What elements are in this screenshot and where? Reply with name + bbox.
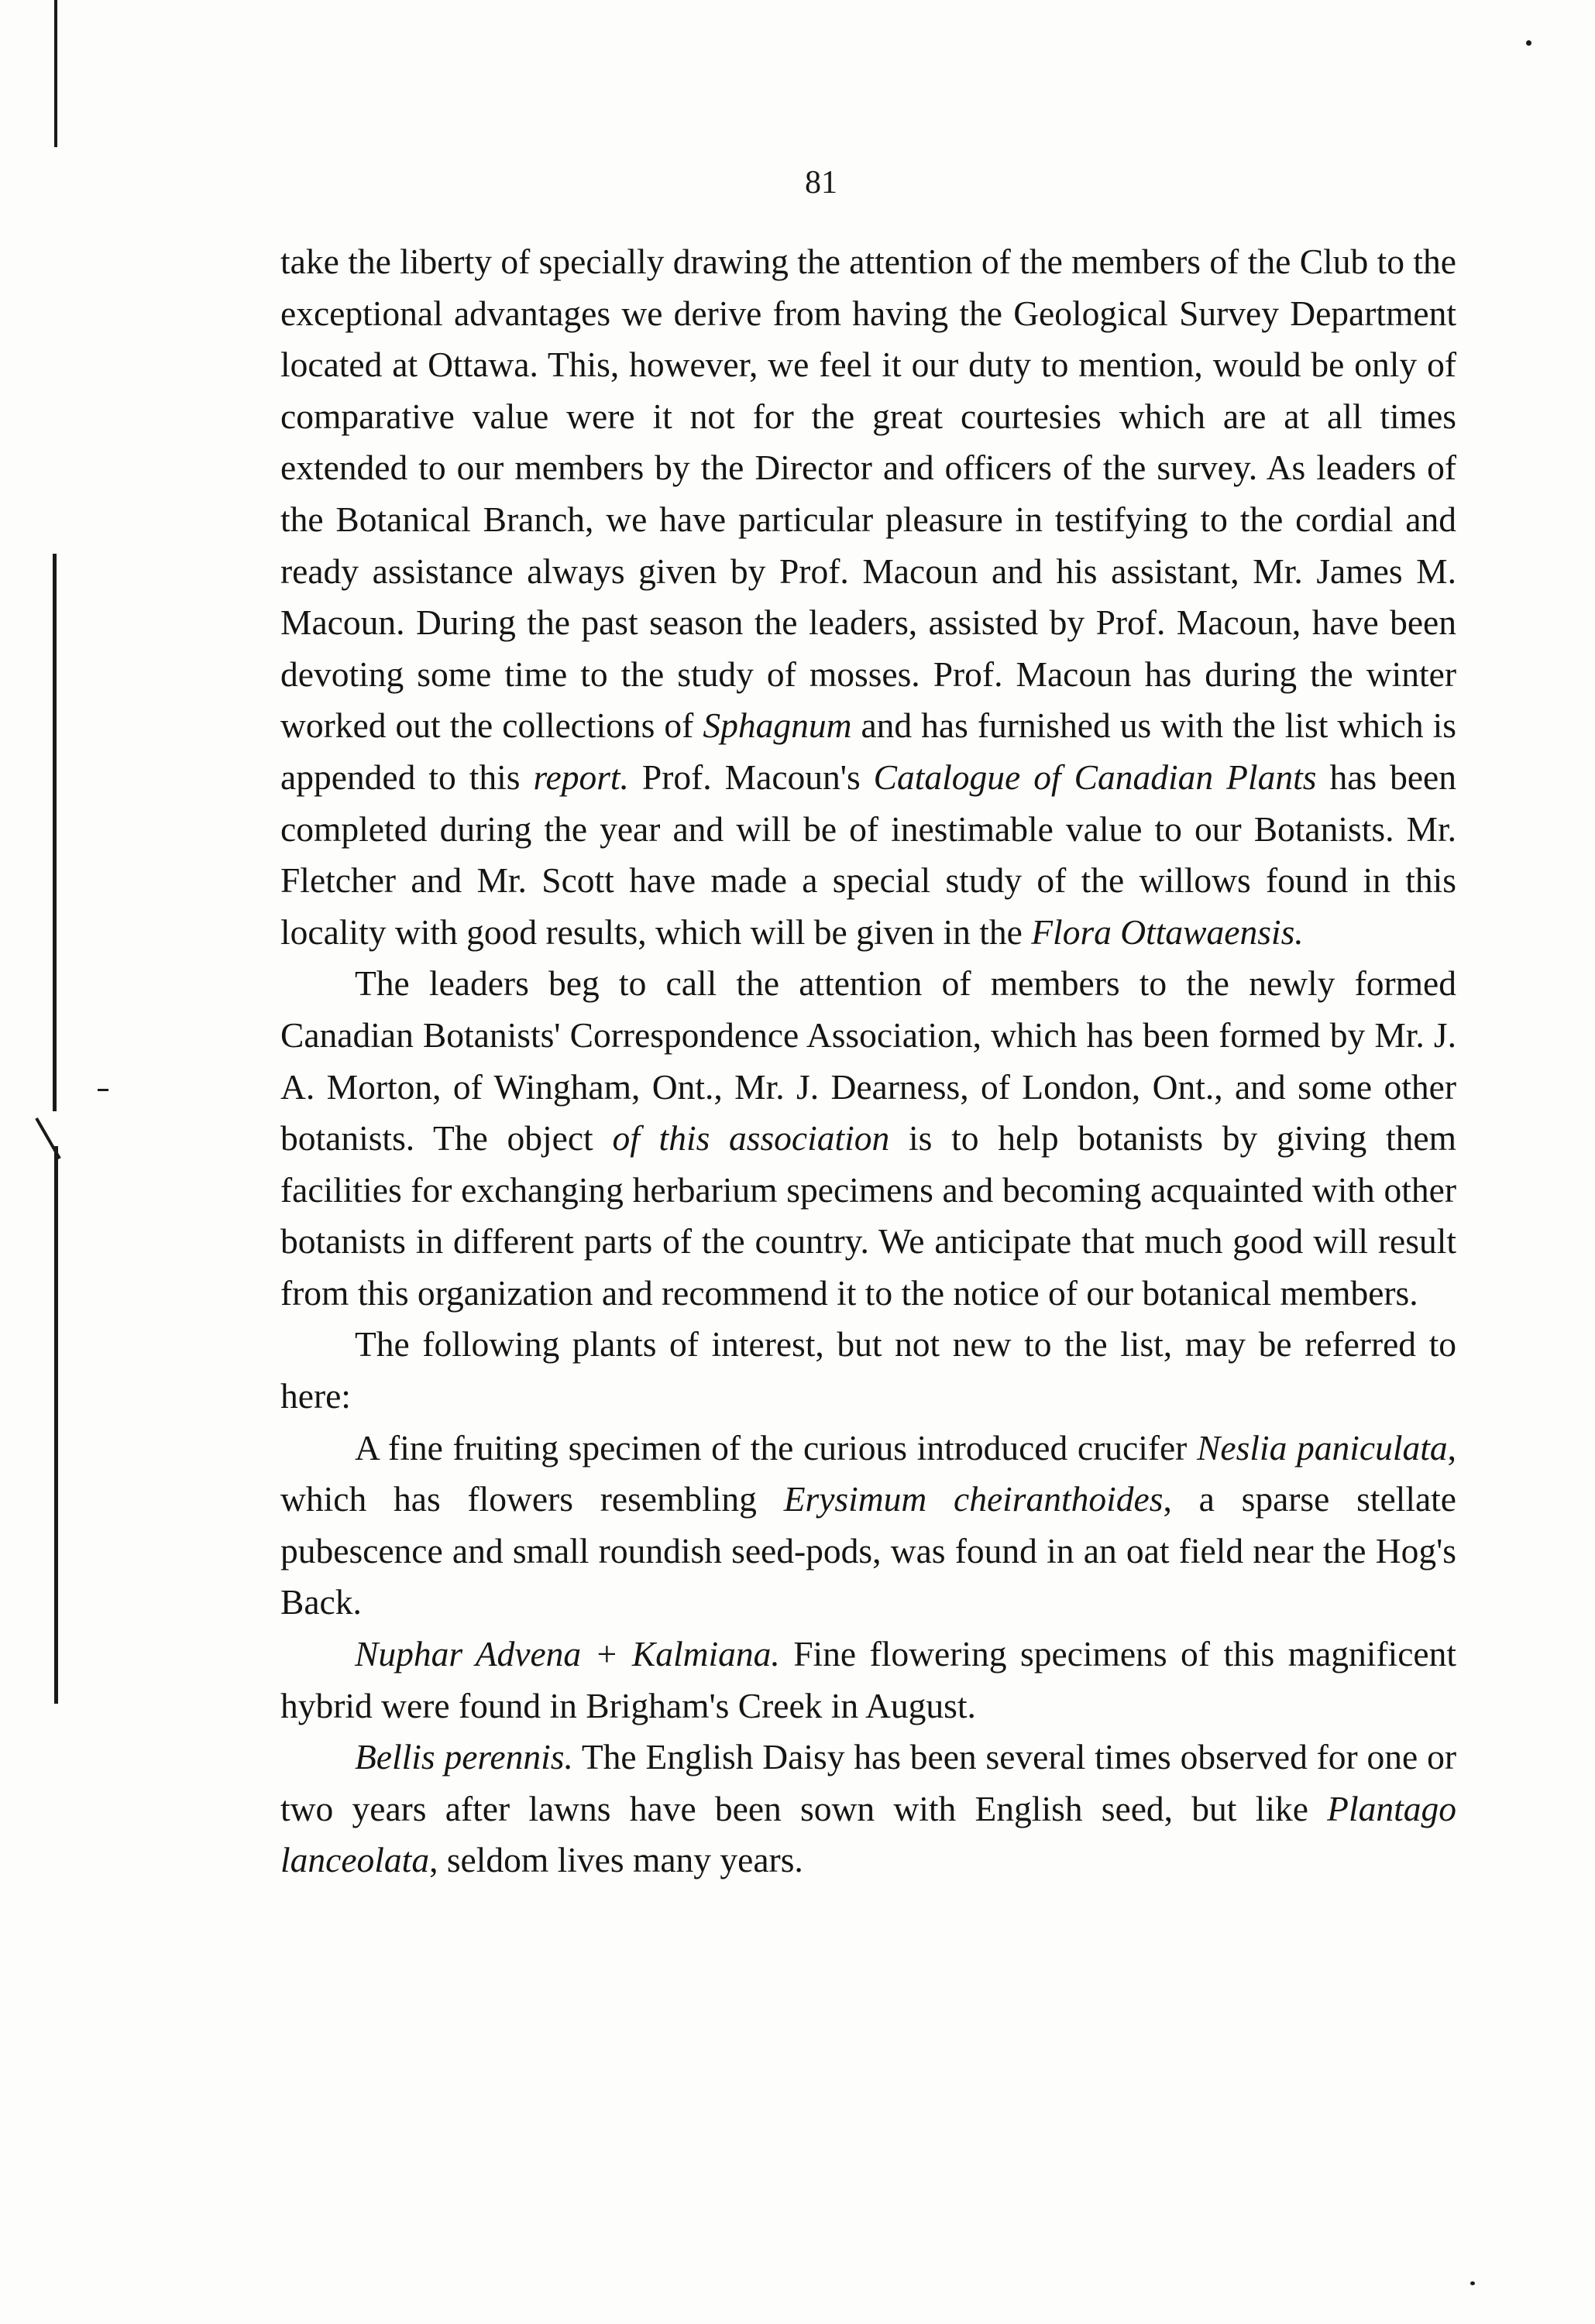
text-run: Fine flowering specimens of this magnificent hybrid were found in Brigham's Creek in August. — [280, 1634, 1456, 1725]
text-run: A fine fruiting specimen of the curious introduced crucifer — [355, 1427, 1198, 1468]
scan-dot-bottom-right — [1470, 2281, 1475, 2285]
italic-text: Catalogue of Canadian Plants — [873, 757, 1317, 797]
italic-text: Nuphar Advena + Kalmiana. — [355, 1634, 780, 1674]
scan-dot-top-right — [1526, 40, 1531, 46]
italic-text: report. — [533, 757, 629, 797]
text-run: , a sparse stellate pubescence and small roundish seed-pods, was found in an oat field near the Hog's Back. — [280, 1479, 1457, 1622]
text-run: has been completed during the year and will be of inestimable value to our Botanists. Mr. Fletcher and Mr. Scott have made a special study of the willows found in this locality with good results, which will be given in the — [280, 757, 1456, 952]
italic-text: Plantago lanceolata — [280, 1788, 1456, 1880]
italic-text: Flora Ottawaensis. — [1031, 911, 1304, 952]
body-text — [280, 236, 1456, 1886]
scan-margin-mark — [35, 1117, 60, 1159]
paragraph — [280, 1319, 1456, 1422]
text-run: , seldom lives many years. — [429, 1840, 803, 1880]
italic-text: Erysimum cheiranthoides — [783, 1479, 1164, 1519]
paragraph — [280, 1629, 1456, 1732]
text-run: , which has flowers resembling — [280, 1427, 1456, 1519]
text-run: and has furnished us with the list which is appended to this — [280, 705, 1456, 797]
text-run: take the liberty of specially drawing the attention of the members of the Club to the exceptional advantages we derive from having the Geological Survey Department located at Ottawa. This, however, we feel it our duty to mention, would be only of comparative value were it not for the great courtesies which are at all times extended to our members by the Director and officers of the survey. As leaders of the Botanical Branch, we have particular pleasure in testifying to the cordial and ready assistance always given by Prof. Macoun and his assistant, Mr. James M. Macoun. During the past season the leaders, assisted by Prof. Macoun, have been devoting some time to the study of mosses. Prof. Macoun has during the winter worked out the collections of — [280, 242, 1456, 746]
scan-margin-line-top — [54, 0, 57, 147]
paragraph — [280, 1732, 1456, 1886]
scan-margin-line-lower — [54, 1146, 58, 1704]
text-run: is to help botanists by giving them facilities for exchanging herbarium specimens and becoming acquainted with other botanists in different parts of the country. We anticipate that much good will result from this organization and recommend it to the notice of our botanical members. — [280, 1118, 1457, 1313]
paragraph — [280, 236, 1456, 958]
text-run: The following plants of interest, but not new to the list, may be referred to here: — [280, 1324, 1456, 1416]
paragraph — [280, 958, 1456, 1319]
italic-text: Bellis perennis. — [355, 1737, 573, 1777]
scan-margin-line-middle — [53, 554, 57, 1111]
scan-margin-dash — [98, 1089, 108, 1091]
italic-text: Sphagnum — [703, 705, 852, 746]
italic-text: of this association — [612, 1118, 890, 1159]
text-run: The English Daisy has been several times observed for one or two years after lawns have been sown with English seed, but like — [280, 1737, 1456, 1828]
text-run: Prof. Macoun's — [628, 757, 874, 797]
page-number: 81 — [805, 165, 837, 201]
paragraph — [280, 1423, 1456, 1629]
text-run: The leaders beg to call the attention of members to the newly formed Canadian Botanists' Correspondence Association, which has been formed by Mr. J. A. Morton, of Wingham, Ont., Mr. J. Dearness, of London, Ont., and some other botanists. The object — [280, 963, 1456, 1159]
italic-text: Neslia paniculata — [1197, 1427, 1448, 1468]
